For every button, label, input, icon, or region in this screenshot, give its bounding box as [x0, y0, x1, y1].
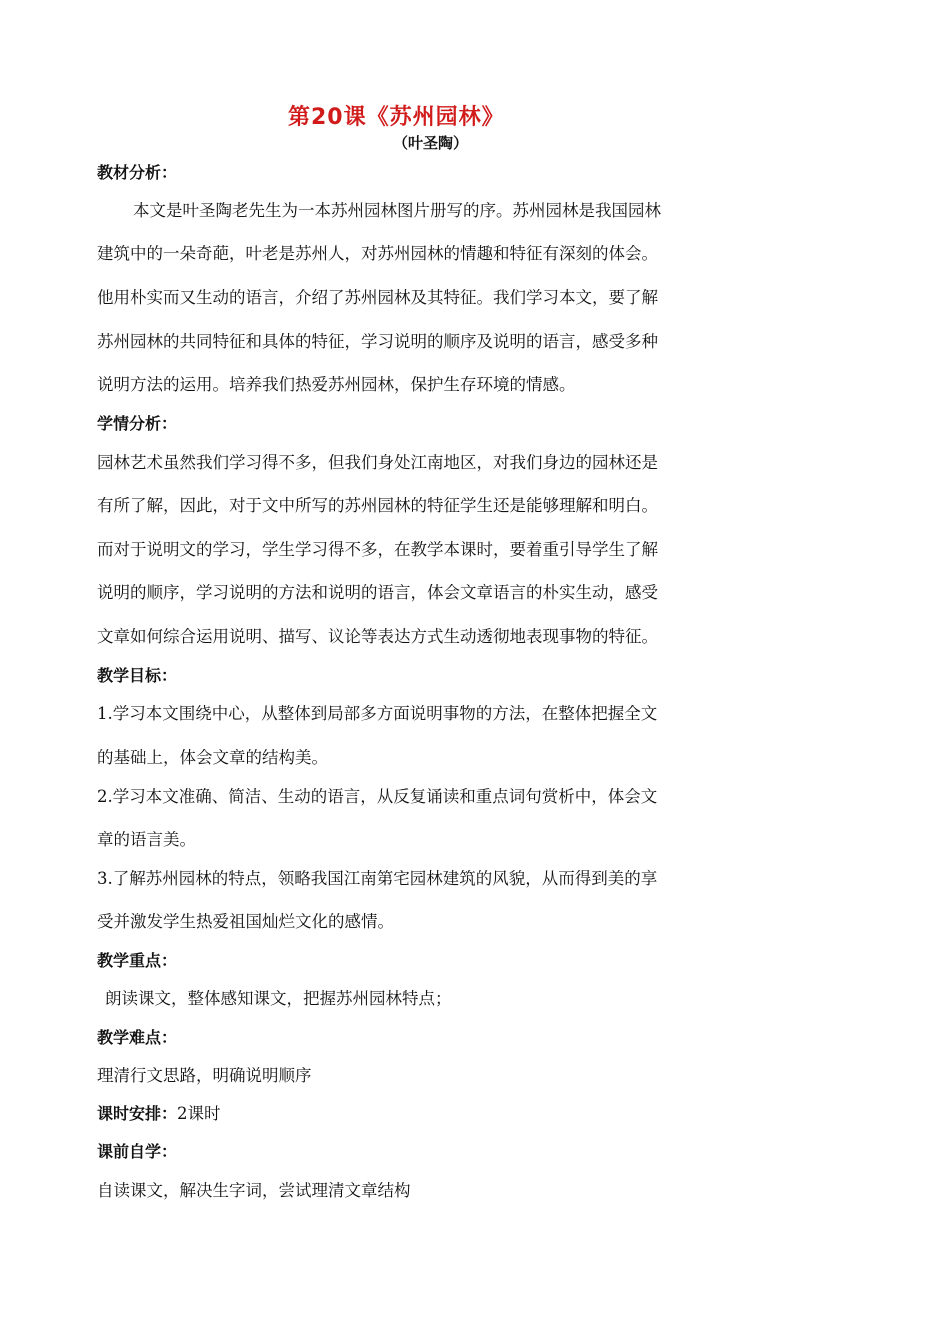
analysis-line: 建筑中的一朵奇葩，叶老是苏州人，对苏州园林的情趣和特征有深刻的体会。 [97, 244, 658, 263]
schedule-row [97, 1100, 221, 1124]
student-line: 园林艺术虽然我们学习得不多，但我们身处江南地区，对我们身边的园林还是 [97, 453, 658, 472]
student-line: 文章如何综合运用说明、描写、议论等表达方式生动透彻地表现事物的特征。 [97, 627, 658, 646]
student-line: 说明的顺序，学习说明的方法和说明的语言，体会文章语言的朴实生动，感受 [97, 583, 658, 602]
goal-line: 1.学习本文围绕中心，从整体到局部多方面说明事物的方法，在整体把握全文 [97, 704, 658, 723]
goal-line: 受并激发学生热爱祖国灿烂文化的感情。 [97, 912, 394, 931]
key-heading: 教学重点： [97, 951, 178, 970]
goal-line: 的基础上，体会文章的结构美。 [97, 748, 328, 767]
goal-line: 章的语言美。 [97, 830, 196, 849]
analysis-line: 本文是叶圣陶老先生为一本苏州园林图片册写的序。苏州园林是我国园林 [133, 201, 661, 220]
goal-line: 3.了解苏州园林的特点，领略我国江南第宅园林建筑的风貌，从而得到美的享 [97, 869, 658, 888]
prestudy-text: 自读课文，解决生字词，尝试理清文章结构 [97, 1181, 411, 1200]
analysis-line: 他用朴实而又生动的语言，介绍了苏州园林及其特征。我们学习本文，要了解 [97, 288, 658, 307]
goals-heading: 教学目标： [97, 666, 178, 685]
student-line: 而对于说明文的学习，学生学习得不多，在教学本课时，要着重引导学生了解 [97, 540, 658, 559]
difficult-heading: 教学难点： [97, 1028, 178, 1047]
lesson-title: 第20课《苏州园林》 [288, 105, 505, 130]
goal-line: 2.学习本文准确、简洁、生动的语言，从反复诵读和重点词句赏析中，体会文 [97, 787, 658, 806]
student-heading: 学情分析： [97, 414, 178, 433]
author-line: （叶圣陶） [393, 134, 469, 152]
schedule-heading: 课时安排： [97, 1104, 178, 1123]
prestudy-heading: 课前自学： [97, 1142, 178, 1161]
analysis-line: 苏州园林的共同特征和具体的特征，学习说明的顺序及说明的语言，感受多种 [97, 332, 658, 351]
difficult-text: 理清行文思路，明确说明顺序 [97, 1066, 312, 1085]
student-line: 有所了解，因此，对于文中所写的苏州园林的特征学生还是能够理解和明白。 [97, 496, 658, 515]
schedule-text: 2课时 [177, 1104, 221, 1123]
key-text: 朗读课文，整体感知课文，把握苏州园林特点； [105, 989, 452, 1008]
analysis-line: 说明方法的运用。培养我们热爱苏州园林，保护生存环境的情感。 [97, 375, 576, 394]
analysis-heading: 教材分析： [97, 163, 178, 182]
